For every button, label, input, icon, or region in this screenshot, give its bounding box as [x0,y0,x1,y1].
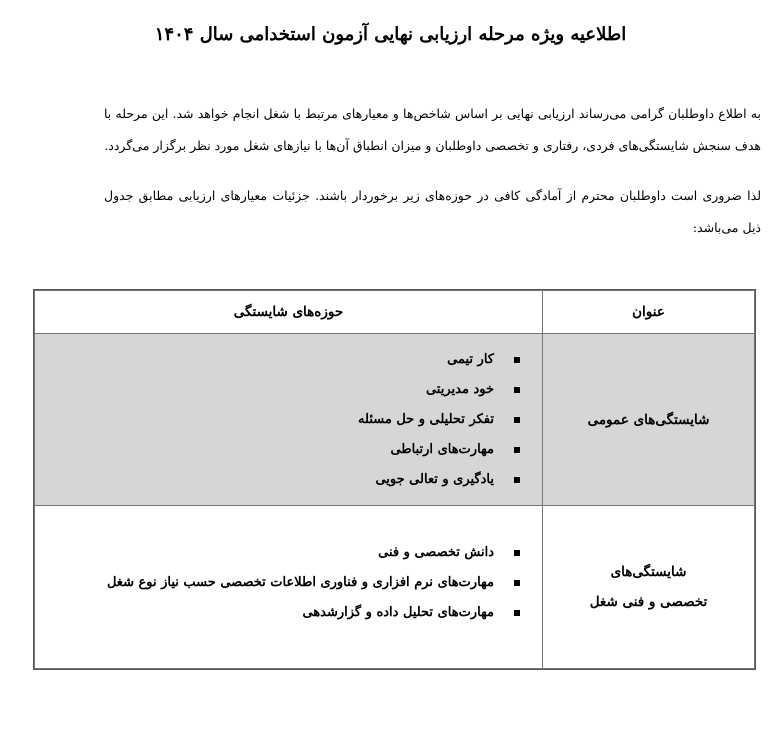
row-title-line: شایستگی‌های عمومی [587,411,710,428]
table-header-row [35,291,755,334]
header-title: عنوان [543,291,755,334]
list-item [35,465,520,495]
list-item [35,568,520,598]
bullet-square-icon [514,357,520,363]
table-row [35,506,755,669]
table-row [35,334,755,506]
list-item [35,538,520,568]
competency-table [33,289,756,670]
list-item [35,375,520,405]
list-item-label: یادگیری و تعالی جویی [375,471,494,487]
list-item-label: خود مدیریتی [425,381,494,397]
bullet-square-icon [514,417,520,423]
bullet-square-icon [514,387,520,393]
bullet-square-icon [514,610,520,616]
row-title-line: تخصصی و فنی شغل [589,594,708,610]
intro-paragraph: به اطلاع داوطلبان گرامی می‌رساند ارزیابی نهایی بر اساس شاخص‌ها و معیارهای مرتبط با شغل انجام خواهد شد. این مرحله با هدف سنجش شایستگی‌های فردی، رفتاری و تخصصی داوطلبان و میزان انطباق آن‌ها با نیازهای شغل مورد نظر برگزار می‌گردد. [104,106,761,153]
bullet-square-icon [514,477,520,483]
list-item-label: دانش تخصصی و فنی [378,545,494,560]
list-item-label: کار تیمی [447,351,494,367]
requirements-paragraph: لذا ضروری است داوطلبان محترم از آمادگی کافی در حوزه‌های زیر برخوردار باشند. جزئیات معیارهای ارزیابی مطابق جدول ذیل می‌باشد: [104,188,761,235]
row-title-line: شایستگی‌های [610,564,687,580]
list-item-label: مهارت‌های تحلیل داده و گزارشدهی [302,605,494,620]
bullet-square-icon [514,550,520,556]
list-item-label: تفکر تحلیلی و حل مسئله [358,411,494,427]
bullet-square-icon [514,580,520,586]
list-item [35,405,520,435]
page-title: اطلاعیه ویژه مرحله ارزیابی نهایی آزمون استخدامی سال ۱۴۰۴ [154,24,627,45]
list-item [35,345,520,375]
list-item-label: مهارت‌های ارتباطی [390,441,494,457]
header-areas: حوزه‌های شایستگی [35,291,543,334]
row-items-specialized [35,506,543,669]
list-item [35,598,520,628]
list-item [35,435,520,465]
row-title-specialized [543,506,755,669]
row-items-general [35,334,543,506]
bullet-square-icon [514,447,520,453]
list-item-label: مهارت‌های نرم افزاری و فناوری اطلاعات تخصصی حسب نیاز نوع شغل [106,575,494,590]
row-title-general [543,334,755,506]
